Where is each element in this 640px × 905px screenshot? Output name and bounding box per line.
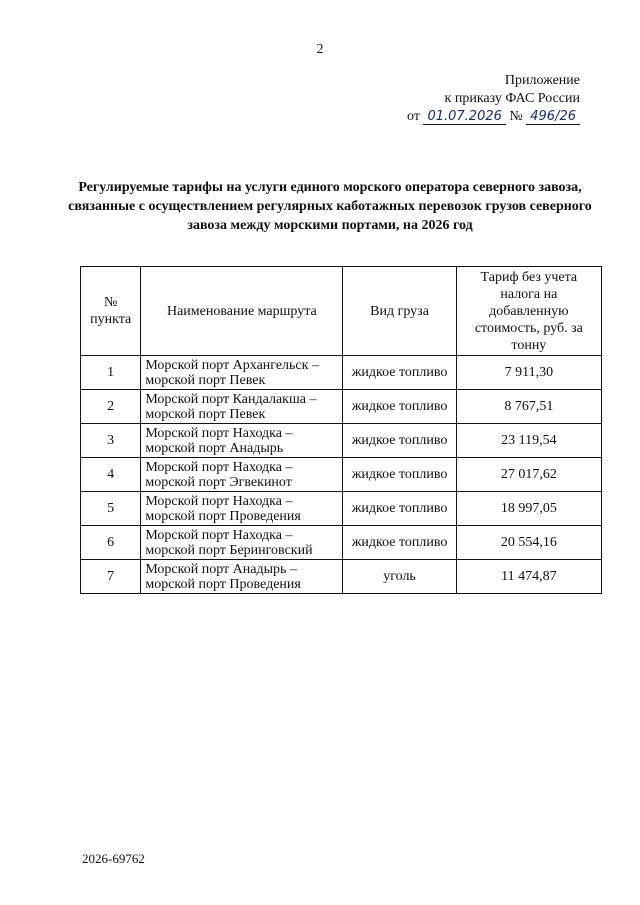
row-route: Морской порт Анадырь – морской порт Проведения xyxy=(141,560,343,594)
row-route: Морской порт Находка – морской порт Беринговский xyxy=(141,526,343,560)
row-tariff: 8 767,51 xyxy=(456,390,601,424)
row-cargo: жидкое топливо xyxy=(343,458,456,492)
table-row xyxy=(81,458,602,492)
annex-block xyxy=(340,72,580,126)
row-cargo: уголь xyxy=(343,560,456,594)
row-number: 5 xyxy=(81,492,141,526)
row-tariff: 7 911,30 xyxy=(456,356,601,390)
page-number: 2 xyxy=(316,42,324,57)
row-number: 3 xyxy=(81,424,141,458)
annex-title: Приложение xyxy=(504,73,580,88)
row-tariff: 18 997,05 xyxy=(456,492,601,526)
table-row xyxy=(81,356,602,390)
document-title: Регулируемые тарифы на услуги единого морского оператора северного завоза, связанные с осуществлением регулярных каботажных перевозок грузов северного завоза между морскими портами, на 2026 год xyxy=(68,180,592,233)
row-route: Морской порт Кандалакша – морской порт Певек xyxy=(141,390,343,424)
table-row xyxy=(81,492,602,526)
header-number: № пункта xyxy=(81,267,141,356)
row-route: Морской порт Находка – морской порт Эгвекинот xyxy=(141,458,343,492)
annex-date-number xyxy=(340,108,580,126)
date-prefix: от xyxy=(407,109,420,124)
row-cargo: жидкое топливо xyxy=(343,526,456,560)
tariff-table xyxy=(80,266,602,594)
header-route: Наименование маршрута xyxy=(141,267,343,356)
order-number-handwritten: 496/26 xyxy=(526,109,580,125)
row-route: Морской порт Находка – морской порт Анадырь xyxy=(141,424,343,458)
table-row xyxy=(81,526,602,560)
row-number: 2 xyxy=(81,390,141,424)
row-number: 7 xyxy=(81,560,141,594)
header-tariff: Тариф без учета налога на добавленную стоимость, руб. за тонну xyxy=(456,267,601,356)
row-number: 6 xyxy=(81,526,141,560)
row-tariff: 11 474,87 xyxy=(456,560,601,594)
number-prefix: № xyxy=(509,109,523,124)
header-cargo: Вид груза xyxy=(343,267,456,356)
row-cargo: жидкое топливо xyxy=(343,356,456,390)
row-cargo: жидкое топливо xyxy=(343,492,456,526)
annex-order-ref: к приказу ФАС России xyxy=(444,91,580,106)
footer-document-code: 2026-69762 xyxy=(82,851,145,866)
table-header-row xyxy=(81,267,602,356)
row-tariff: 20 554,16 xyxy=(456,526,601,560)
row-number: 4 xyxy=(81,458,141,492)
row-cargo: жидкое топливо xyxy=(343,424,456,458)
row-tariff: 27 017,62 xyxy=(456,458,601,492)
table-row xyxy=(81,560,602,594)
order-date-handwritten: 01.07.2026 xyxy=(423,109,505,125)
table-row xyxy=(81,390,602,424)
row-route: Морской порт Находка – морской порт Проведения xyxy=(141,492,343,526)
row-number: 1 xyxy=(81,356,141,390)
row-tariff: 23 119,54 xyxy=(456,424,601,458)
row-route: Морской порт Архангельск – морской порт Певек xyxy=(141,356,343,390)
row-cargo: жидкое топливо xyxy=(343,390,456,424)
table-row xyxy=(81,424,602,458)
